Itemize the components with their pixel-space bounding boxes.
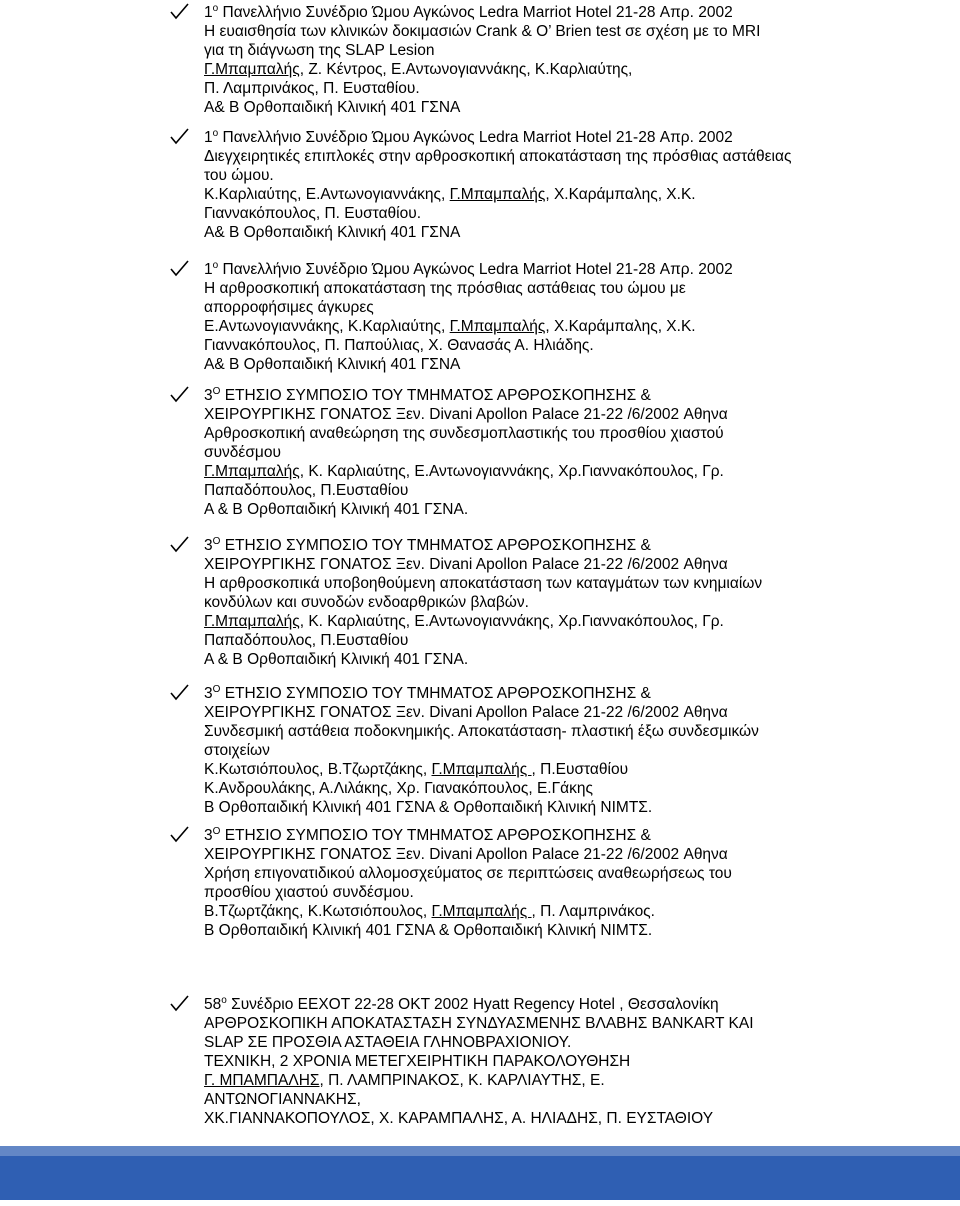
line-text: , Π. ΛΑΜΠΡΙΝΑΚΟΣ, Κ. ΚΑΡΛΙΑΥΤΗΣ, Ε.	[319, 1072, 605, 1089]
entry-line	[204, 60, 944, 79]
entry-text	[204, 826, 944, 940]
line-text: , Π.Ευσταθίου	[531, 761, 629, 778]
line-text: ΑΝΤΩΝΟΓΙΑΝΝΑΚΗΣ,	[204, 1091, 361, 1108]
ordinal-superscript: Ο	[212, 826, 221, 837]
underlined-author: Γ.Μπαμπαλής	[449, 318, 546, 335]
entry-text	[204, 536, 944, 669]
line-text: Η ευαισθησία των κλινικών δοκιμασιών Crank & O’ Brien test σε σχέση με το MRI	[204, 23, 761, 40]
line-text: Χρήση επιγονατιδικού αλλομοσχεύματος σε περιπτώσεις αναθεωρήσεως του	[204, 865, 732, 882]
line-text: Γιαννακόπουλος, Π. Ευσταθίου.	[204, 205, 422, 222]
entry-line	[204, 462, 944, 481]
entry-line	[204, 798, 944, 817]
underlined-author: Γ.Μπαμπαλής	[204, 463, 300, 480]
line-text: 1	[204, 129, 213, 146]
line-text: ΕΤΗΣΙΟ ΣΥΜΠΟΣΙΟ ΤΟΥ ΤΜΗΜΑΤΟΣ ΑΡΘΡΟΣΚΟΠΗΣΗΣ &	[220, 685, 651, 702]
checkmark-icon	[170, 826, 192, 846]
line-text: , Κ. Καρλιαύτης, Ε.Αντωνογιαννάκης, Χρ.Γιαννακόπουλος, Γρ.	[299, 613, 724, 630]
entry-line	[204, 1014, 944, 1033]
entry-line	[204, 684, 944, 703]
line-text: Διεγχειρητικές επιπλοκές στην αρθροσκοπική αποκατάσταση της πρόσθιας αστάθειας	[204, 148, 792, 165]
line-text: Πανελλήνιο Συνέδριο Ώμου Αγκώνος Ledra Marriot Hotel 21-28 Απρ. 2002	[218, 4, 733, 21]
entry-text	[204, 128, 944, 242]
ordinal-superscript: ο	[212, 128, 219, 139]
entry-line	[204, 760, 944, 779]
line-text: Α& Β Ορθοπαιδική Κλινική 401 ΓΣΝΑ	[204, 356, 461, 373]
line-text: Κ.Ανδρουλάκης, Α.Λιλάκης, Χρ. Γιανακόπουλος, Ε.Γάκης	[204, 780, 593, 797]
entry-line	[204, 612, 944, 631]
line-text: , Χ.Καράμπαλης, Χ.Κ.	[545, 186, 696, 203]
entry-line	[204, 260, 944, 279]
entry-line	[204, 593, 944, 612]
entry-line	[204, 864, 944, 883]
line-text: Β.Τζωρτζάκης, Κ.Κωτσιόπουλος,	[204, 903, 432, 920]
line-text: ΧΕΙΡΟΥΡΓΙΚΗΣ ΓΟΝΑΤΟΣ Ξεν. Divani Apollon Palace 21-22 /6/2002 Αθηνα	[204, 556, 728, 573]
entry-line	[204, 79, 944, 98]
line-text: ΤΕΧΝΙΚΗ, 2 ΧΡΟΝΙΑ ΜΕΤΕΓΧΕΙΡΗΤΙΚΗ ΠΑΡΑΚΟΛΟΥΘΗΣΗ	[204, 1053, 631, 1070]
ordinal-superscript: Ο	[212, 386, 221, 397]
underlined-author: Γ.Μπαμπαλής	[449, 186, 546, 203]
ordinal-superscript: Ο	[212, 536, 221, 547]
line-text: για τη διάγνωση της SLAP Lesion	[204, 42, 435, 59]
entry-line	[204, 317, 944, 336]
entry-line	[204, 703, 944, 722]
line-text: ΧΕΙΡΟΥΡΓΙΚΗΣ ΓΟΝΑΤΟΣ Ξεν. Divani Apollon Palace 21-22 /6/2002 Αθηνα	[204, 704, 728, 721]
entry-line	[204, 166, 944, 185]
line-text: στοιχείων	[204, 742, 270, 759]
checkmark-icon	[170, 3, 192, 23]
line-text: ΧΕΙΡΟΥΡΓΙΚΗΣ ΓΟΝΑΤΟΣ Ξεν. Divani Apollon Palace 21-22 /6/2002 Αθηνα	[204, 406, 728, 423]
line-text: Ε.Αντωνογιαννάκης, Κ.Καρλιαύτης,	[204, 318, 450, 335]
entry-line	[204, 223, 944, 242]
entry-line	[204, 128, 944, 147]
entry-line	[204, 424, 944, 443]
line-text: Αρθροσκοπική αναθεώρηση της συνδεσμοπλαστικής του προσθίου χιαστού	[204, 425, 724, 442]
checkmark-icon	[170, 128, 192, 148]
entry-line	[204, 536, 944, 555]
line-text: Β Ορθοπαιδική Κλινική 401 ΓΣΝΑ & Ορθοπαιδική Κλινική ΝΙΜΤΣ.	[204, 922, 653, 939]
line-text: 3	[204, 387, 213, 404]
line-text: 58	[204, 996, 222, 1013]
entry-line	[204, 204, 944, 223]
underlined-author: Γ. ΜΠΑΜΠΑΛΗΣ	[204, 1072, 320, 1089]
entry-line	[204, 336, 944, 355]
entry-line	[204, 443, 944, 462]
line-text: Πανελλήνιο Συνέδριο Ώμου Αγκώνος Ledra Marriot Hotel 21-28 Απρ. 2002	[218, 261, 733, 278]
entry-line	[204, 826, 944, 845]
entry-line	[204, 722, 944, 741]
line-text: , Π. Λαμπρινάκος.	[531, 903, 655, 920]
line-text: κονδύλων και συνοδών ενδοαρθρικών βλαβών.	[204, 594, 529, 611]
entry-line	[204, 481, 944, 500]
checkmark-icon	[170, 386, 192, 406]
line-text: , Χ.Καράμπαλης, Χ.Κ.	[545, 318, 696, 335]
entry-line	[204, 3, 944, 22]
entry-line	[204, 555, 944, 574]
line-text: ΧΕΙΡΟΥΡΓΙΚΗΣ ΓΟΝΑΤΟΣ Ξεν. Divani Apollon Palace 21-22 /6/2002 Αθηνα	[204, 846, 728, 863]
line-text: ΕΤΗΣΙΟ ΣΥΜΠΟΣΙΟ ΤΟΥ ΤΜΗΜΑΤΟΣ ΑΡΘΡΟΣΚΟΠΗΣΗΣ &	[220, 387, 651, 404]
line-text: Α & Β Ορθοπαιδική Κλινική 401 ΓΣΝΑ.	[204, 501, 469, 518]
underlined-author: Γ.Μπαμπαλής	[431, 903, 532, 920]
line-text: Πανελλήνιο Συνέδριο Ώμου Αγκώνος Ledra Marriot Hotel 21-28 Απρ. 2002	[218, 129, 733, 146]
line-text: Γιαννακόπουλος, Π. Παπούλιας, Χ. Θανασάς Α. Ηλιάδης.	[204, 337, 594, 354]
entry-line	[204, 650, 944, 669]
entry-line	[204, 574, 944, 593]
line-text: 3	[204, 685, 213, 702]
line-text: 1	[204, 261, 213, 278]
line-text: συνδέσμου	[204, 444, 281, 461]
entry-line	[204, 298, 944, 317]
entry-line	[204, 355, 944, 374]
entry-line	[204, 631, 944, 650]
entry-line	[204, 1033, 944, 1052]
line-text: Α & Β Ορθοπαιδική Κλινική 401 ΓΣΝΑ.	[204, 651, 469, 668]
underlined-author: Γ.Μπαμπαλής	[204, 61, 300, 78]
entry-line	[204, 1109, 944, 1128]
line-text: απορροφήσιμες άγκυρες	[204, 299, 374, 316]
line-text: προσθίου χιαστού συνδέσμου.	[204, 884, 414, 901]
ordinal-superscript: ο	[212, 260, 219, 271]
entry-line	[204, 845, 944, 864]
line-text: Παπαδόπουλος, Π.Ευσταθίου	[204, 482, 409, 499]
entry-line	[204, 386, 944, 405]
entry-line	[204, 147, 944, 166]
line-text: Κ.Καρλιαύτης, Ε.Αντωνογιαννάκης,	[204, 186, 450, 203]
footer-bar	[0, 1146, 960, 1200]
entry-line	[204, 1090, 944, 1109]
entry-text	[204, 684, 944, 817]
entry-text	[204, 995, 944, 1128]
line-text: Παπαδόπουλος, Π.Ευσταθίου	[204, 632, 409, 649]
line-text: SLAP ΣΕ ΠΡΟΣΘΙΑ ΑΣΤΑΘΕΙΑ ΓΛΗΝΟΒΡΑΧΙΟΝΙΟΥ.	[204, 1034, 572, 1051]
line-text: Συνδεσμική αστάθεια ποδοκνημικής. Αποκατάσταση- πλαστική έξω συνδεσμικών	[204, 723, 759, 740]
line-text: , Ζ. Κέντρος, Ε.Αντωνογιαννάκης, Κ.Καρλιαύτης,	[299, 61, 633, 78]
entry-line	[204, 185, 944, 204]
entry-text	[204, 386, 944, 519]
checkmark-icon	[170, 260, 192, 280]
entry-line	[204, 41, 944, 60]
entry-line	[204, 500, 944, 519]
line-text: Η αρθροσκοπική αποκατάσταση της πρόσθιας αστάθειας του ώμου με	[204, 280, 686, 297]
line-text: ΕΤΗΣΙΟ ΣΥΜΠΟΣΙΟ ΤΟΥ ΤΜΗΜΑΤΟΣ ΑΡΘΡΟΣΚΟΠΗΣΗΣ &	[220, 827, 651, 844]
entry-line	[204, 883, 944, 902]
line-text: Συνέδριο ΕΕΧΟΤ 22-28 ΟΚΤ 2002 Hyatt Regency Hotel , Θεσσαλονίκη	[226, 996, 719, 1013]
line-text: Π. Λαμπρινάκος, Π. Ευσταθίου.	[204, 80, 420, 97]
entry-line	[204, 995, 944, 1014]
entry-line	[204, 98, 944, 117]
entry-line	[204, 1052, 944, 1071]
line-text: ΧΚ.ΓΙΑΝΝΑΚΟΠΟΥΛΟΣ, Χ. ΚΑΡΑΜΠΑΛΗΣ, Α. ΗΛΙΑΔΗΣ, Π. ΕΥΣΤΑΘΙΟΥ	[204, 1110, 714, 1127]
entry-line	[204, 1071, 944, 1090]
entry-line	[204, 741, 944, 760]
line-text: ΕΤΗΣΙΟ ΣΥΜΠΟΣΙΟ ΤΟΥ ΤΜΗΜΑΤΟΣ ΑΡΘΡΟΣΚΟΠΗΣΗΣ &	[220, 537, 651, 554]
ordinal-superscript: ο	[212, 3, 219, 14]
entry-text	[204, 260, 944, 374]
entry-line	[204, 405, 944, 424]
entry-line	[204, 22, 944, 41]
checkmark-icon	[170, 536, 192, 556]
line-text: Α& Β Ορθοπαιδική Κλινική 401 ΓΣΝΑ	[204, 224, 461, 241]
entry-line	[204, 779, 944, 798]
entry-text	[204, 3, 944, 117]
line-text: Α& Β Ορθοπαιδική Κλινική 401 ΓΣΝΑ	[204, 99, 461, 116]
ordinal-superscript: ο	[221, 995, 227, 1006]
checkmark-icon	[170, 684, 192, 704]
line-text: 3	[204, 827, 213, 844]
underlined-author: Γ.Μπαμπαλής	[204, 613, 300, 630]
entry-line	[204, 921, 944, 940]
line-text: , Κ. Καρλιαύτης, Ε.Αντωνογιαννάκης, Χρ.Γιαννακόπουλος, Γρ.	[299, 463, 724, 480]
line-text: 1	[204, 4, 213, 21]
checkmark-icon	[170, 995, 192, 1015]
entry-line	[204, 279, 944, 298]
ordinal-superscript: Ο	[212, 684, 221, 695]
entry-line	[204, 902, 944, 921]
line-text: ΑΡΘΡΟΣΚΟΠΙΚΗ ΑΠΟΚΑΤΑΣΤΑΣΗ ΣΥΝΔΥΑΣΜΕΝΗΣ ΒΛΑΒΗΣ BANKART ΚΑΙ	[204, 1015, 754, 1032]
line-text: Κ.Κωτσιόπουλος, Β.Τζωρτζάκης,	[204, 761, 432, 778]
line-text: του ώμου.	[204, 167, 274, 184]
line-text: 3	[204, 537, 213, 554]
line-text: Η αρθροσκοπικά υποβοηθούμενη αποκατάσταση των καταγμάτων των κνημιαίων	[204, 575, 763, 592]
line-text: Β Ορθοπαιδική Κλινική 401 ΓΣΝΑ & Ορθοπαιδική Κλινική ΝΙΜΤΣ.	[204, 799, 653, 816]
underlined-author: Γ.Μπαμπαλής	[431, 761, 532, 778]
